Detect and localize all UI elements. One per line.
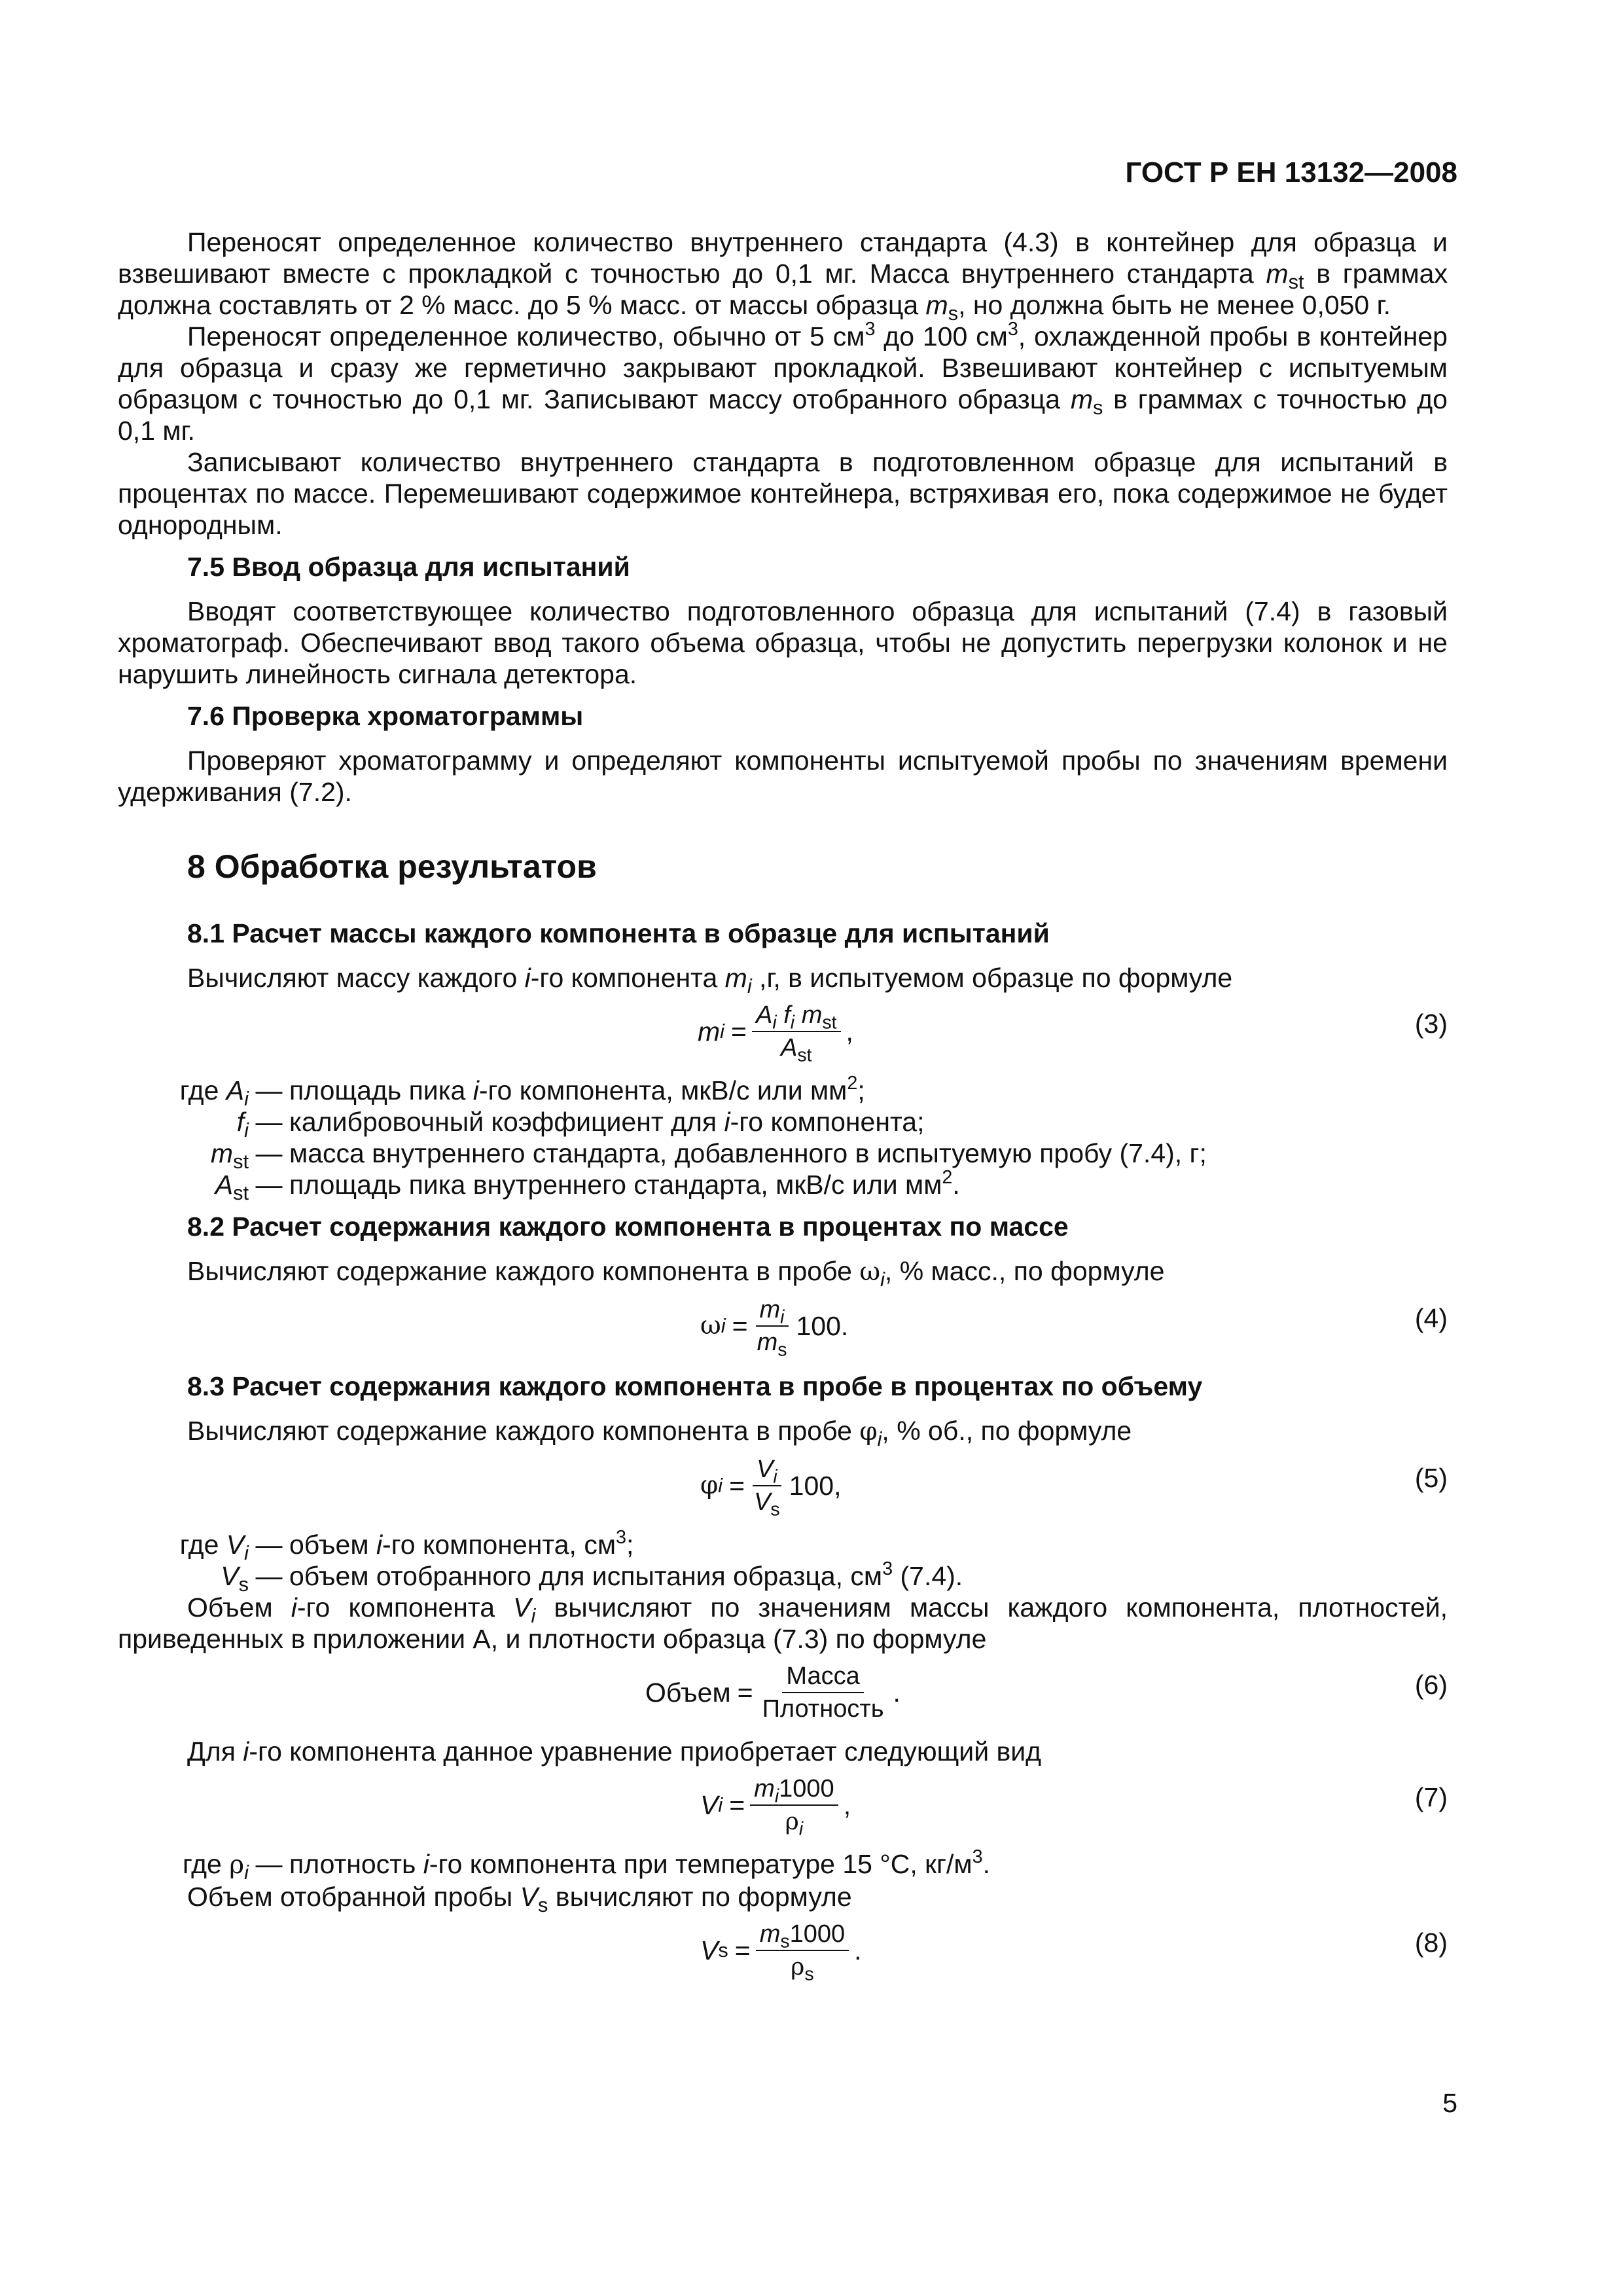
symbol-m: m xyxy=(759,1296,781,1323)
symbol-phi: φ xyxy=(859,1417,878,1446)
formula-lhs: φ xyxy=(700,1471,719,1500)
symbol-i: i xyxy=(524,963,531,993)
fraction-denominator: Плотность xyxy=(762,1695,884,1723)
text-run: Переносят определенное количество, обычно от 5 см xyxy=(187,321,865,351)
legend-row xyxy=(111,1558,1448,1596)
legend-dash: — xyxy=(255,1170,283,1200)
text-run: площадь пика внутреннего стандарта, мкВ/с или мм xyxy=(289,1170,942,1200)
subscript: i xyxy=(244,1541,249,1565)
legend-dash: — xyxy=(255,1138,283,1168)
subscript: i xyxy=(772,1012,777,1033)
legend-text xyxy=(289,1848,1448,1881)
text-run: -го компонента, мкВ/с или мм xyxy=(478,1075,847,1105)
text-run: -го компонента xyxy=(296,1592,514,1623)
symbol-f: f xyxy=(783,1001,791,1029)
superscript: 2 xyxy=(847,1073,858,1094)
symbol: m xyxy=(210,1138,234,1168)
text-run: -го компонента; xyxy=(730,1107,925,1137)
fraction xyxy=(750,1774,838,1840)
text-run: Вычисляют содержание каждого компонента в пробе xyxy=(187,1256,860,1286)
fraction xyxy=(750,1455,784,1520)
formula-7-expression: V i = $\frac{m_i1000}{\rho_i}$ , xyxy=(700,1775,851,1840)
text-run: вычисляют по значениям массы каждого компонента, плотностей, приведенных в приложении А, и плотности образца (7.3) по формуле xyxy=(118,1592,1448,1654)
legend-text xyxy=(289,1529,1448,1560)
text-run: -го компонента, см xyxy=(382,1530,616,1560)
legend-text xyxy=(289,1169,1448,1200)
formula-tail: . xyxy=(854,1935,862,1965)
symbol: V xyxy=(221,1561,239,1591)
subscript: i xyxy=(877,1427,882,1451)
superscript: 3 xyxy=(882,1558,893,1580)
fraction-numerator xyxy=(752,1001,841,1032)
fraction-denominator xyxy=(753,1327,791,1361)
subscript: s xyxy=(948,302,959,325)
formula-tail: 100, xyxy=(789,1471,842,1501)
equals-sign: = xyxy=(737,1677,753,1708)
text-run: , охлажденной пробы в контейнер для образца и сразу же герметично закрывают прокладкой. Взвешивают контейнер с испытуемым образцом с точностью до 0,1 мг. Записывают массу отобранного образца xyxy=(118,321,1448,414)
symbol-a: A xyxy=(755,1001,773,1029)
legend-term xyxy=(111,1529,249,1565)
subscript: i xyxy=(880,1268,885,1291)
text-run: плотность xyxy=(289,1849,423,1879)
text-run: в граммах с точностью до 0,1 мг. xyxy=(118,384,1448,446)
legend-term xyxy=(111,1106,249,1142)
symbol: f xyxy=(236,1107,245,1137)
text-run: ; xyxy=(626,1530,634,1560)
subscript: i xyxy=(747,975,752,998)
text-run: где xyxy=(179,1075,226,1105)
section-7-6-title: 7.6 Проверка хроматограммы xyxy=(187,701,584,731)
paragraph-component-volume xyxy=(118,1592,1448,1655)
formula-lhs: V xyxy=(700,1935,719,1965)
text-run: . xyxy=(982,1849,990,1879)
fraction xyxy=(752,1001,841,1066)
legend-term xyxy=(111,1075,249,1111)
formula-5-expression: φ i = $\frac{V_i}{V_s}$ 100, xyxy=(700,1456,842,1520)
legend-row xyxy=(111,1527,1448,1565)
legend-formula-3 xyxy=(111,1073,1448,1205)
document-header: ГОСТ Р ЕН 13132—2008 xyxy=(1125,156,1457,188)
section-8-title: 8 Обработка результатов xyxy=(187,848,597,885)
text-run: Вычисляют содержание каждого компонента в пробе xyxy=(187,1416,860,1446)
superscript: 3 xyxy=(616,1527,626,1549)
legend-text xyxy=(289,1106,1448,1138)
paragraph-record-standard: Записывают количество внутреннего стандарта в подготовленном образце для испытаний в процентах по массе. Перемешивают содержимое контейнера, встряхивая его, пока содержимое не будет однородным. xyxy=(118,447,1448,540)
equals-sign: = xyxy=(731,1016,747,1047)
legend-term xyxy=(111,1169,249,1205)
legend-dash: — xyxy=(255,1075,283,1105)
text-run: Вычисляют массу каждого xyxy=(187,963,525,993)
symbol: A xyxy=(226,1075,245,1105)
formula-number: (5) xyxy=(1414,1463,1448,1493)
formula-6 xyxy=(118,1659,1448,1727)
symbol-m: m xyxy=(724,963,747,993)
symbol-v: V xyxy=(754,1488,771,1516)
text-run: , % об., по формуле xyxy=(882,1416,1132,1446)
equals-sign: = xyxy=(734,1935,751,1965)
symbol-i: i xyxy=(423,1849,429,1879)
symbol: V xyxy=(226,1530,245,1560)
equals-sign: = xyxy=(729,1471,745,1501)
subscript: i xyxy=(531,1604,536,1628)
text-run: Объем отобранной пробы xyxy=(187,1882,520,1912)
formula-7 xyxy=(118,1771,1448,1839)
symbol-omega: ω xyxy=(859,1257,881,1287)
text-run: где xyxy=(183,1849,230,1879)
text-run: , но должна быть не менее 0,050 г. xyxy=(958,290,1391,320)
subscript: s xyxy=(238,1573,249,1596)
formula-tail: 100. xyxy=(796,1311,849,1341)
symbol-rho: ρ xyxy=(229,1850,245,1880)
subscript: i xyxy=(790,1012,795,1033)
paragraph-sample-transfer xyxy=(118,321,1448,446)
legend-dash: — xyxy=(255,1561,283,1591)
text-run: до 100 см xyxy=(875,321,1008,351)
subscript: i xyxy=(774,1785,779,1807)
legend-dash: — xyxy=(255,1530,283,1560)
subscript: st xyxy=(822,1012,837,1033)
symbol-m: m xyxy=(1070,384,1093,414)
text-run: площадь пика xyxy=(289,1075,473,1105)
formula-3-expression: m i = $\frac{A_i f_i m_{st}}{A_{st}}$ , xyxy=(698,1001,853,1066)
formula-6-expression xyxy=(645,1659,901,1727)
symbol-i: i xyxy=(724,1107,730,1137)
subscript: i xyxy=(780,1306,785,1328)
symbol-m: m xyxy=(757,1329,778,1356)
symbol-rho: ρ xyxy=(791,1953,805,1981)
symbol-v: V xyxy=(513,1592,531,1623)
text-run: 1000 xyxy=(789,1920,846,1948)
formula-8-expression: V s = $\frac{m_s1000}{\rho_s}$ . xyxy=(700,1920,862,1985)
superscript: 3 xyxy=(1007,319,1018,340)
subscript: s xyxy=(538,1893,548,1917)
fraction-numerator xyxy=(750,1774,838,1806)
subscript: st xyxy=(233,1181,249,1205)
section-7-5-title: 7.5 Ввод образца для испытаний xyxy=(187,552,630,582)
legend-text xyxy=(289,1075,1448,1106)
legend-row xyxy=(111,1073,1448,1111)
fraction-denominator xyxy=(750,1486,784,1520)
formula-4-expression: ω i = $\frac{m_i}{m_s}$ 100. xyxy=(700,1296,849,1361)
text-run: Для xyxy=(187,1736,243,1767)
legend-text xyxy=(289,1560,1448,1592)
page-number: 5 xyxy=(1442,2088,1457,2118)
fraction-numerator xyxy=(756,1920,849,1951)
symbol-m: m xyxy=(1266,259,1289,289)
text-run: ; xyxy=(857,1075,865,1105)
legend-row xyxy=(111,1106,1448,1142)
text-run: -го компонента при температуре 15 °С, кг/м xyxy=(429,1849,972,1879)
text-run: объем отобранного для испытания образца, см xyxy=(289,1561,883,1591)
formula-tail: . xyxy=(893,1677,901,1708)
formula-5 xyxy=(118,1452,1448,1520)
legend-formula-5 xyxy=(111,1527,1448,1596)
subscript: i xyxy=(798,1818,804,1840)
symbol-m: m xyxy=(925,290,948,320)
legend-term xyxy=(111,1848,249,1884)
document-body xyxy=(118,226,1448,1994)
symbol-v: V xyxy=(757,1456,774,1483)
text-run: объем xyxy=(289,1530,376,1560)
symbol: A xyxy=(215,1170,234,1200)
symbol-i: i xyxy=(243,1736,249,1767)
subscript: s xyxy=(804,1964,814,1985)
subscript: i xyxy=(244,1861,249,1884)
section-8-3-intro xyxy=(118,1415,1448,1451)
subscript: s xyxy=(777,1339,787,1361)
subscript: i xyxy=(244,1087,249,1111)
text-run: -го компонента данное уравнение приобретает следующий вид xyxy=(249,1736,1042,1767)
text-run: 1000 xyxy=(779,1775,834,1803)
subscript: st xyxy=(797,1045,812,1066)
text-run: (7.4). xyxy=(893,1561,963,1591)
legend-formula-7 xyxy=(111,1846,1448,1884)
symbol-i: i xyxy=(291,1592,297,1623)
symbol-rho: ρ xyxy=(785,1808,799,1835)
text-run: Объем xyxy=(187,1592,291,1623)
symbol-m: m xyxy=(759,1920,781,1948)
text-run: , % масс., по формуле xyxy=(884,1256,1165,1286)
formula-number: (7) xyxy=(1414,1782,1448,1812)
formula-lhs: ω xyxy=(700,1311,721,1340)
superscript: 2 xyxy=(942,1167,953,1189)
section-8-3-title: 8.3 Расчет содержания каждого компонента в пробе в процентах по объему xyxy=(187,1371,1203,1401)
section-8-1-intro xyxy=(118,962,1448,998)
text-run: -го компонента xyxy=(530,963,725,993)
section-7-5-text: Вводят соответствующее количество подготовленного образца для испытаний (7.4) в газовый хроматограф. Обеспечивают ввод такого объема образца, чтобы не допустить перегрузки колонок и не нарушить линейность сигнала детектора. xyxy=(118,596,1448,689)
formula-number: (4) xyxy=(1414,1303,1448,1333)
text-run: ,г, в испытуемом образце по формуле xyxy=(751,963,1233,993)
formula-8 xyxy=(118,1916,1448,1984)
legend-term xyxy=(111,1560,249,1596)
section-8-2-intro xyxy=(118,1255,1448,1291)
legend-term xyxy=(111,1138,249,1174)
text-run: Переносят определенное количество внутреннего стандарта (4.3) в контейнер для образца и взвешивают вместе с прокладкой с точностью до 0,1 мг. Масса внутреннего стандарта xyxy=(118,227,1448,289)
paragraph-internal-standard xyxy=(118,226,1448,325)
equals-sign: = xyxy=(732,1311,748,1341)
fraction xyxy=(758,1662,888,1723)
formula-number: (6) xyxy=(1414,1670,1448,1700)
superscript: 3 xyxy=(865,319,876,340)
text-run: где xyxy=(179,1530,226,1560)
text-run: в граммах должна составлять от 2 % масс. до 5 % масс. от массы образца xyxy=(118,259,1448,320)
superscript: 3 xyxy=(972,1846,983,1868)
text-run: . xyxy=(952,1170,960,1200)
paragraph-sample-volume xyxy=(118,1881,1448,1917)
formula-lhs: m xyxy=(698,1016,721,1047)
formula-lhs: V xyxy=(700,1790,719,1820)
fraction-denominator xyxy=(781,1806,808,1840)
subscript: s xyxy=(770,1499,780,1520)
subscript: i xyxy=(244,1119,249,1142)
fraction xyxy=(753,1295,791,1361)
formula-4 xyxy=(118,1292,1448,1360)
paragraph-equation-7-intro xyxy=(118,1736,1448,1767)
section-8-1-title: 8.1 Расчет массы каждого компонента в образце для испытаний xyxy=(187,918,1050,948)
symbol-m: m xyxy=(801,1001,823,1029)
symbol-i: i xyxy=(473,1075,479,1105)
symbol-v: V xyxy=(520,1882,539,1912)
symbol-a: A xyxy=(780,1034,798,1062)
legend-dash: — xyxy=(255,1107,283,1137)
equals-sign: = xyxy=(729,1790,745,1820)
formula-number: (8) xyxy=(1414,1928,1448,1958)
subscript: s xyxy=(780,1931,790,1952)
fraction-denominator xyxy=(787,1951,817,1985)
formula-3 xyxy=(118,997,1448,1066)
fraction-numerator xyxy=(756,1295,789,1327)
formula-number: (3) xyxy=(1414,1009,1448,1039)
text-run: вычисляют по формуле xyxy=(548,1882,852,1912)
symbol-i: i xyxy=(376,1530,383,1560)
subscript: i xyxy=(773,1466,777,1488)
legend-dash: — xyxy=(255,1849,283,1879)
subscript: st xyxy=(233,1150,249,1174)
fraction xyxy=(756,1920,849,1985)
formula-tail: , xyxy=(843,1790,851,1820)
text-run: калибровочный коэффициент для xyxy=(289,1107,724,1137)
section-7-6-text: Проверяют хроматограмму и определяют компоненты испытуемой пробы по значениям времени удерживания (7.2). xyxy=(118,745,1448,807)
subscript: st xyxy=(1288,270,1304,294)
symbol-m: m xyxy=(754,1775,775,1803)
subscript: s xyxy=(1092,396,1103,420)
legend-row xyxy=(111,1846,1448,1884)
fraction-numerator xyxy=(753,1455,781,1486)
legend-text: масса внутреннего стандарта, добавленного в испытуемую пробу (7.4), г; xyxy=(289,1138,1207,1168)
legend-row xyxy=(111,1138,1448,1174)
formula-tail: , xyxy=(846,1016,853,1047)
section-8-2-title: 8.2 Расчет содержания каждого компонента в процентах по массе xyxy=(187,1211,1069,1242)
fraction-denominator xyxy=(777,1032,816,1066)
formula-lhs: Объем xyxy=(645,1677,731,1708)
legend-row xyxy=(111,1167,1448,1205)
fraction-numerator: Масса xyxy=(782,1662,863,1693)
